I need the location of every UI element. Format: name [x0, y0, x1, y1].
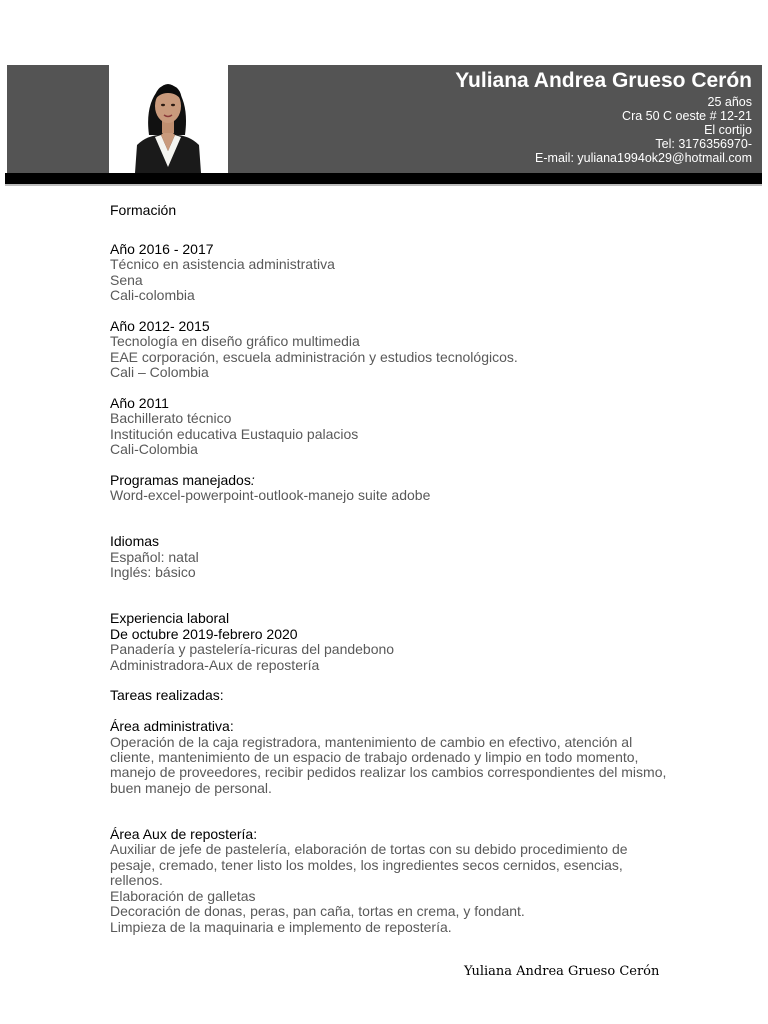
resume-body	[110, 203, 670, 935]
experience-company: Panadería y pastelería-ricuras del pandebono	[110, 641, 395, 658]
education-entry	[110, 242, 670, 304]
pastry-task-item: Limpieza de la maquinaria e implemento de repostería.	[110, 918, 452, 935]
pastry-task-item: Decoración de donas, peras, pan caña, tortas en crema, y fondant.	[110, 903, 525, 920]
applicant-name: Yuliana Andrea Grueso Cerón	[455, 69, 752, 92]
software-heading	[110, 473, 670, 488]
education-location: Cali-colombia	[110, 287, 195, 304]
education-institution: Institución educativa Eustaquio palacios	[110, 425, 359, 442]
software-heading-colon: :	[250, 471, 255, 488]
address: Cra 50 C oeste # 12-21	[622, 109, 752, 123]
education-entry	[110, 396, 670, 458]
software-list: Word-excel-powerpoint-outlook-manejo suite adobe	[110, 487, 431, 504]
pastry-area-text: Auxiliar de jefe de pastelería, elaboración de tortas con su debido procedimiento de pesaje, cremado, tener listo los moldes, los ingredientes secos cernidos, esencias, rellenos.	[110, 841, 628, 889]
education-heading: Formación	[110, 202, 177, 218]
admin-area-heading: Área administrativa:	[110, 718, 234, 735]
software-heading-label: Programas manejados	[110, 471, 251, 488]
education-year: Año 2011	[110, 394, 169, 411]
pastry-task-item: Elaboración de galletas	[110, 887, 256, 904]
admin-area-text: Operación de la caja registradora, mantenimiento de cambio en efectivo, atención al cliente, mantenimiento de un espacio de trabajo ordenado y limpio en todo momento, manejo de proveedores, recibir pedidos realizar los cambios correspondientes del mismo, buen manejo de personal.	[110, 733, 667, 796]
education-title: Bachillerato técnico	[110, 410, 232, 427]
neighborhood: El cortijo	[704, 123, 752, 137]
pastry-area-heading: Área Aux de repostería:	[110, 826, 258, 843]
education-title: Tecnología en diseño gráfico multimedia	[110, 333, 360, 350]
signature: Yuliana Andrea Grueso Cerón	[464, 964, 660, 979]
experience-heading: Experiencia laboral	[110, 610, 230, 627]
phone: Tel: 3176356970-	[655, 137, 752, 151]
education-entry	[110, 319, 670, 381]
person-portrait-icon	[109, 65, 228, 173]
profile-photo	[109, 65, 228, 173]
email: E-mail: yuliana1994ok29@hotmail.com	[535, 151, 752, 165]
education-year: Año 2012- 2015	[110, 317, 210, 334]
experience-period: De octubre 2019-febrero 2020	[110, 625, 298, 642]
education-title: Técnico en asistencia administrativa	[110, 256, 335, 273]
header-divider	[5, 173, 762, 184]
language-item: Inglés: básico	[110, 564, 196, 581]
header-left-block	[7, 65, 109, 173]
header-divider-shadow	[5, 184, 762, 186]
language-item: Español: natal	[110, 548, 199, 565]
education-institution: EAE corporación, escuela administración y estudios tecnológicos.	[110, 348, 518, 365]
experience-role: Administradora-Aux de repostería	[110, 656, 320, 673]
education-year: Año 2016 - 2017	[110, 240, 214, 257]
languages-heading: Idiomas	[110, 533, 160, 550]
education-institution: Sena	[110, 271, 143, 288]
contact-block	[455, 67, 752, 165]
age: 25 años	[707, 95, 752, 109]
tasks-heading: Tareas realizadas:	[110, 687, 224, 704]
education-location: Cali-Colombia	[110, 441, 198, 458]
education-location: Cali – Colombia	[110, 364, 209, 381]
